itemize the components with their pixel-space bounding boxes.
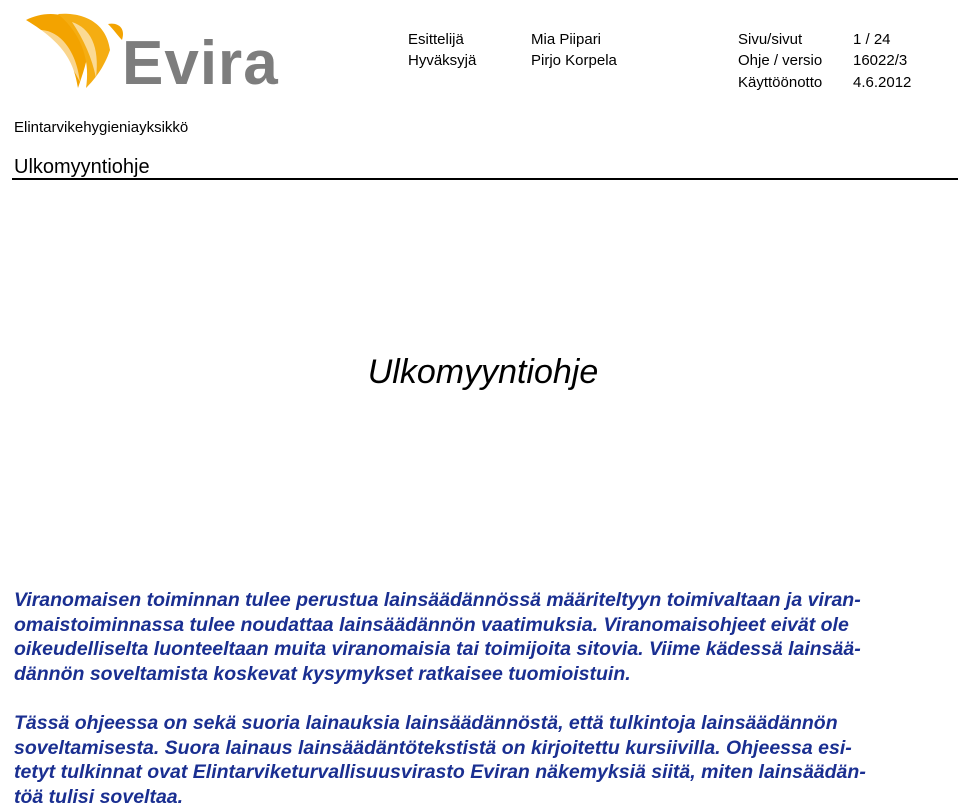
header-document-title: Ulkomyyntiohje xyxy=(14,156,150,178)
adoption-date-label: Käyttöönotto xyxy=(738,74,823,91)
paragraph-line: Viranomaisen toiminnan tulee perustua lainsäädännössä määriteltyyn toimivaltaan ja viran- xyxy=(14,589,861,611)
guide-version: 16022/3 xyxy=(853,52,908,69)
paragraph-line: Tässä ohjeessa on sekä suoria lainauksia lainsäädännöstä, että tulkintoja lainsäädännön xyxy=(14,712,838,734)
presenter-label: Esittelijä xyxy=(408,31,464,48)
page-count: 1 / 24 xyxy=(853,31,891,48)
adoption-date: 4.6.2012 xyxy=(853,74,912,91)
page-count-label: Sivu/sivut xyxy=(738,31,803,48)
paragraph-line: töä tulisi soveltaa. xyxy=(14,785,184,808)
paragraph-line: dännön soveltamista koskevat kysymykset ratkaisee tuomioistuin. xyxy=(14,662,631,685)
guide-version-label: Ohje / versio xyxy=(738,52,823,69)
paragraph-line: omaistoiminnassa tulee noudattaa lainsäädännön vaatimuksia. Viranomaisohjeet eivät ole xyxy=(14,613,849,636)
presenter-name: Mia Piipari xyxy=(531,31,602,48)
paragraph-line: oikeudelliselta luonteeltaan muita viranomaisia tai toimijoita sitovia. Viime kädessä lainsää- xyxy=(14,638,861,661)
header-divider xyxy=(12,178,958,180)
evira-logo xyxy=(22,8,284,90)
paragraph-line: soveltamisesta. Suora lainaus lainsäädäntötekstistä on kirjoitettu kursiivilla. Ohjeessa esi- xyxy=(14,736,852,759)
approver-name: Pirjo Korpela xyxy=(531,52,617,69)
evira-wordmark: Evira xyxy=(122,29,279,90)
paragraph-line: tetyt tulkinnat ovat Elintarviketurvallisuusvirasto Eviran näkemyksiä siitä, miten lainsäädän- xyxy=(14,761,866,784)
evira-emblem-icon xyxy=(26,14,123,88)
page-title: Ulkomyyntiohje xyxy=(367,352,599,391)
disclaimer-paragraph xyxy=(14,588,942,686)
interpretation-paragraph xyxy=(14,711,942,809)
organization-unit: Elintarvikehygieniayksikkö xyxy=(14,119,189,136)
approver-label: Hyväksyjä xyxy=(408,52,477,69)
